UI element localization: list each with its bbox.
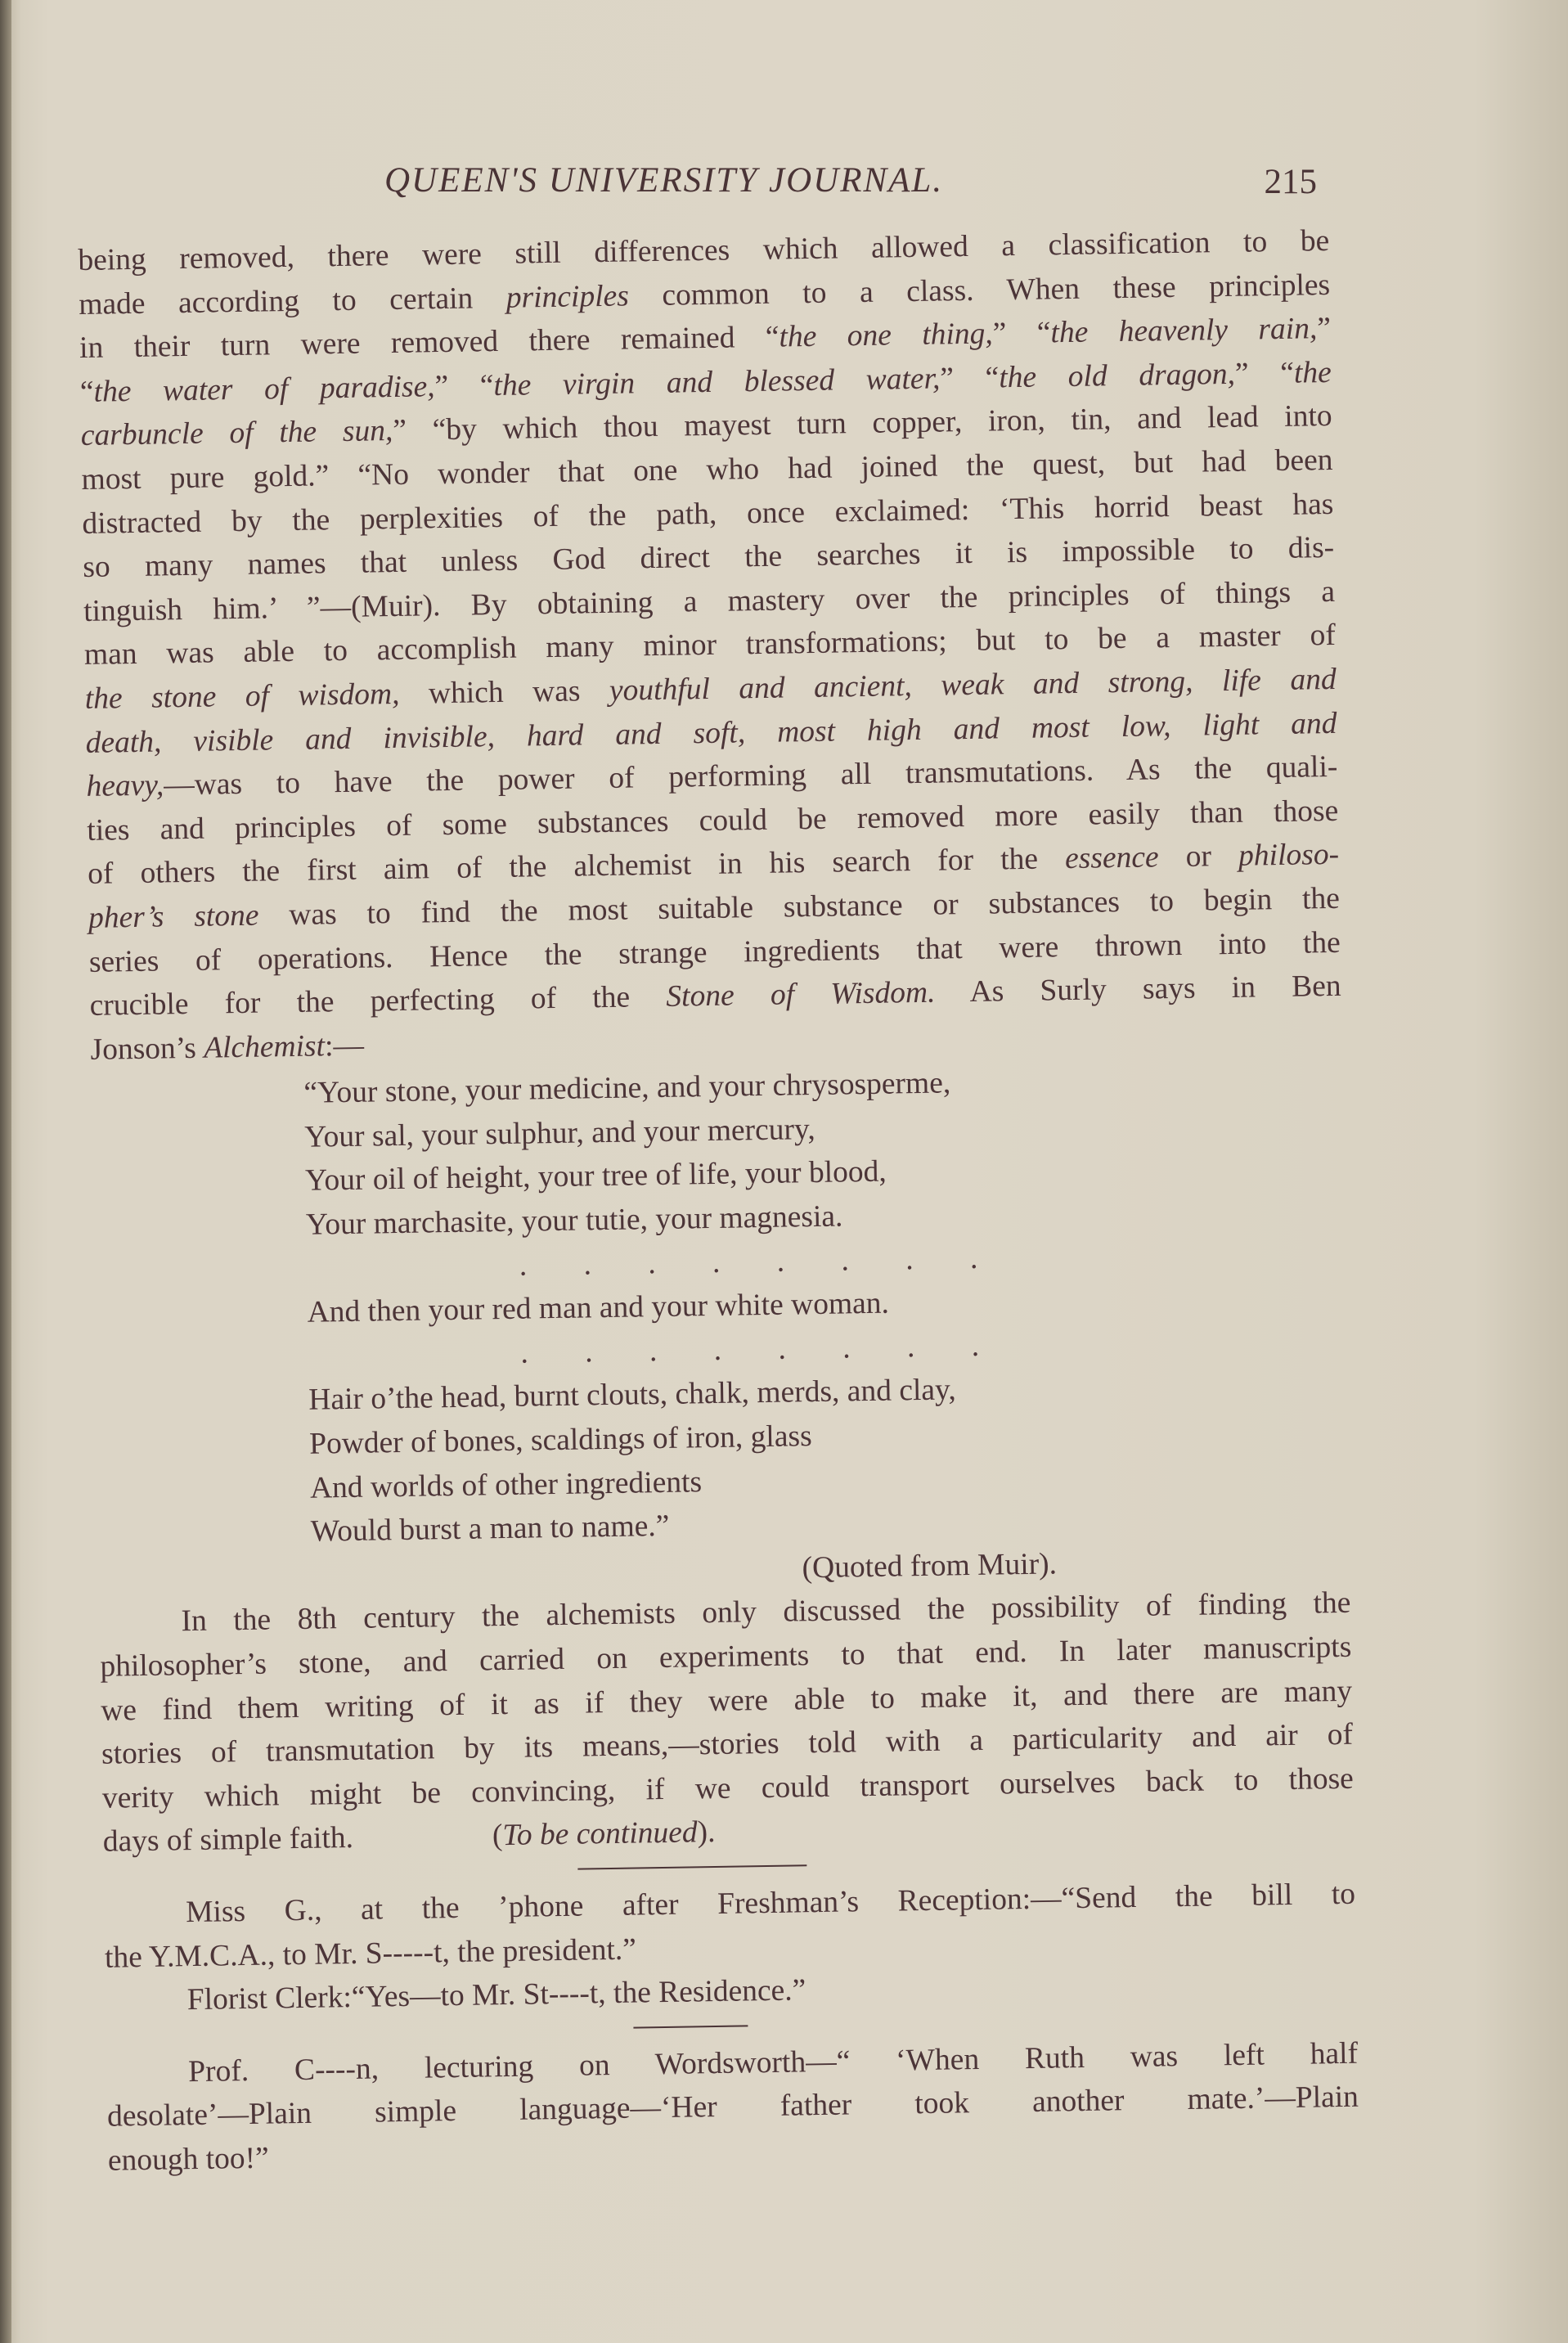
verse-line: Your oil of height, your tree of life, your blood,: [304, 1155, 887, 1198]
section-divider: [633, 2025, 748, 2028]
article-body: [78, 219, 1359, 2183]
quote-attribution: (Quoted from Muir).: [802, 1547, 1058, 1585]
to-be-continued: To be continued: [502, 1815, 698, 1853]
text-line: Prof. C----n, lecturing on Wordsworth—“ ‘When Ruth was left half: [187, 2036, 1359, 2089]
page-number: 215: [1264, 163, 1317, 201]
text-line: tinguish him.’ ”—(Muir). By obtaining a mastery over the principles of things a: [83, 574, 1336, 628]
text-line: pher’s stone was to find the most suitable substance or substances to begin the: [88, 881, 1341, 935]
text-line: we find them writing of it as if they were able to make it, and there are many: [100, 1674, 1353, 1728]
text-line: so many names that unless God direct the searches it is impossible to dis-: [82, 531, 1335, 585]
text-line: series of operations. Hence the strange ingredients that were thrown into the: [88, 925, 1341, 979]
book-binding-edge: [0, 0, 11, 2343]
verse-line: “Your stone, your medicine, and your chrysosperme,: [303, 1066, 951, 1111]
text-line: desolate’—Plain simple language—‘Her father took another mate.’—Plain: [106, 2080, 1359, 2134]
text-line: days of simple faith. (To be continued).: [102, 1815, 716, 1860]
text-line: Miss G., at the ’phone after Freshman’s Reception:—“Send the bill to: [185, 1877, 1356, 1930]
running-header: [384, 160, 1317, 218]
text-line: Jonson’s Alchemist:—: [90, 1028, 365, 1067]
verse-line: And worlds of other ingredients: [309, 1464, 703, 1505]
text-line: most pure gold.” “No wonder that one who had joined the quest, but had been: [81, 443, 1333, 497]
ellipsis-row: . . . . . . . .: [519, 1241, 1003, 1283]
text-line: made according to certain principles common to a class. When these principles: [78, 268, 1331, 322]
text-line: man was able to accomplish many minor transformations; but to be a master of: [83, 618, 1337, 672]
verse-line: Hair o’the head, burnt clouts, chalk, merds, and clay,: [308, 1373, 956, 1418]
text-line: verity which might be convincing, if we could transport ourselves back to those: [101, 1761, 1355, 1815]
text-line: the Y.M.C.A., to Mr. S-----t, the president.”: [104, 1932, 637, 1975]
text-line: in their turn were removed there remained “the one thing,” “the heavenly rain,”: [79, 312, 1332, 366]
text-line: distracted by the perplexities of the path, once exclaimed: ‘This horrid beast has: [82, 487, 1334, 541]
text-line: crucible for the perfecting of the Stone of Wisdom. As Surly says in Ben: [89, 969, 1341, 1023]
verse-line: Your sal, your sulphur, and your mercury,: [303, 1112, 815, 1154]
text-line: ties and principles of some substances could be removed more easily than those: [87, 794, 1339, 848]
section-divider: [577, 1864, 806, 1869]
text-line: heavy,—was to have the power of performing all transmutations. As the quali-: [86, 750, 1338, 804]
running-title: QUEEN'S UNIVERSITY JOURNAL.: [384, 161, 944, 200]
verse-line: Powder of bones, scaldings of iron, glass: [308, 1419, 812, 1461]
text-line: In the 8th century the alchemists only discussed the possibility of finding the: [181, 1586, 1351, 1639]
text-line: stories of transmutation by its means,—stories told with a particularity and air of: [101, 1717, 1354, 1771]
text-line: Florist Clerk:“Yes—to Mr. St----t, the Residence.”: [186, 1973, 806, 2017]
text-line: of others the first aim of the alchemist in his search for the essence or philoso-: [87, 838, 1340, 892]
text-line: carbuncle of the sun,” “by which thou mayest turn copper, iron, tin, and lead into: [80, 399, 1332, 453]
verse-line: Your marchasite, your tutie, your magnesia.: [305, 1199, 843, 1242]
verse-line: And then your red man and your white woman.: [307, 1286, 890, 1330]
ellipsis-row: . . . . . . . .: [520, 1329, 1004, 1370]
text-line: “the water of paradise,” “the virgin and blessed water,” “the old dragon,” “the: [79, 355, 1332, 409]
text-line: being removed, there were still differences which allowed a classification to be: [78, 223, 1330, 277]
text-line: enough too!”: [107, 2141, 270, 2178]
verse-line: Would burst a man to name.”: [310, 1509, 670, 1549]
text-line: philosopher’s stone, and carried on experiments to that end. In later manuscripts: [100, 1630, 1352, 1684]
text-line: the stone of wisdom, which was youthful and ancient, weak and strong, life and: [84, 662, 1337, 716]
text-line: death, visible and invisible, hard and soft, most high and most low, light and: [85, 706, 1337, 760]
